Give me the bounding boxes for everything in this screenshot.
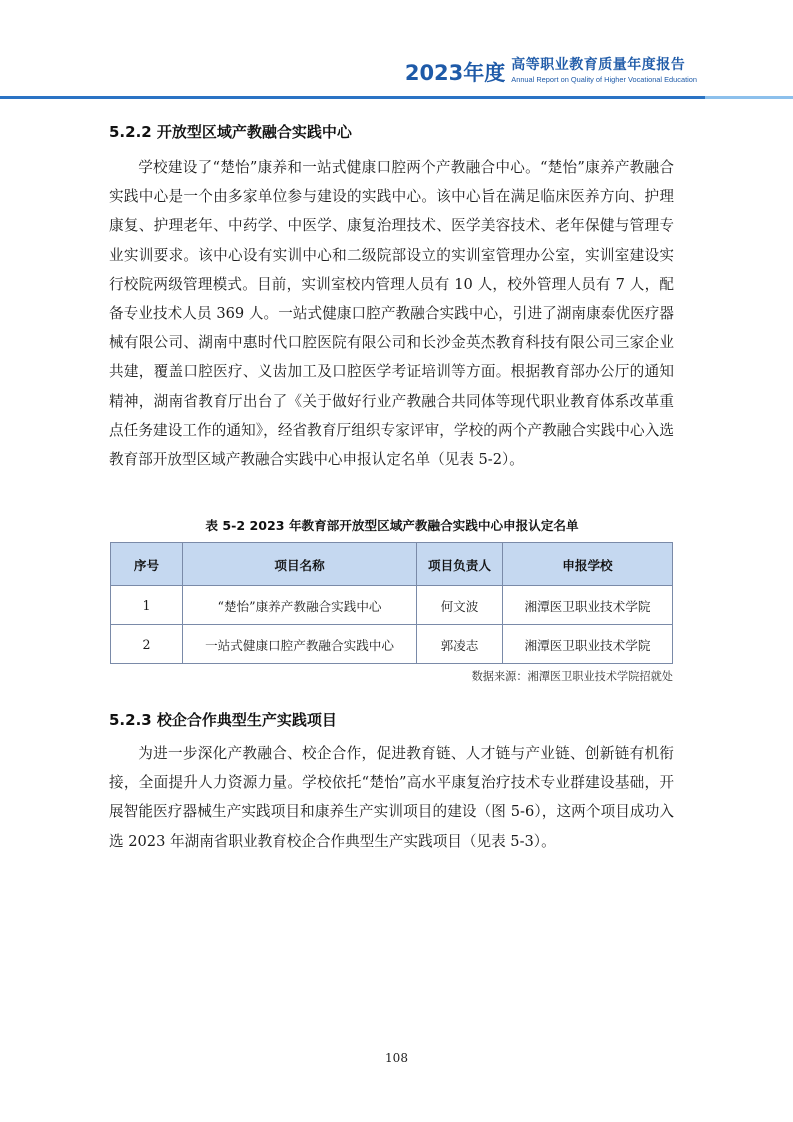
table-cell-leader: 何文波 [417, 586, 503, 625]
table-cell-project: 一站式健康口腔产教融合实践中心 [183, 625, 417, 664]
section-heading-5-2-2: 5.2.2 开放型区域产教融合实践中心 [109, 123, 352, 141]
report-brand [405, 58, 697, 84]
page-number: 108 [385, 1051, 408, 1065]
table-cell-leader: 郭凌志 [417, 625, 503, 664]
column-header-project: 项目名称 [183, 543, 417, 586]
table-cell-school: 湘潭医卫职业技术学院 [502, 625, 672, 664]
section-paragraph-5-2-3: 为进一步深化产教融合、校企合作，促进教育链、人才链与产业链、创新链有机衔接，全面提升人力资源力量。学校依托“楚怡”高水平康复治疗技术专业群建设基础，开展智能医疗器械生产实践项目和康养生产实训项目的建设（图 5-6），这两个项目成功入选 2023 年湖南省职业教育校企合作典型生产实践项目（见表 5-3）。 [109, 745, 674, 850]
header-rule-accent [705, 96, 793, 99]
table-cell-project: “楚怡”康养产教融合实践中心 [183, 586, 417, 625]
report-year: 2023年度 [404, 61, 506, 85]
report-title-block [511, 58, 697, 84]
table-header-row [111, 543, 673, 586]
table-caption: 表 5-2 2023 年教育部开放型区域产教融合实践中心申报认定名单 [205, 518, 579, 533]
header-rule [0, 96, 705, 99]
table-source-note: 数据来源：湘潭医卫职业技术学院招就处 [471, 670, 673, 683]
column-header-index: 序号 [111, 543, 183, 586]
column-header-leader: 项目负责人 [417, 543, 503, 586]
column-header-school: 申报学校 [502, 543, 672, 586]
certification-table [110, 542, 673, 664]
table-row [111, 586, 673, 625]
section-heading-5-2-3: 5.2.3 校企合作典型生产实践项目 [109, 711, 337, 729]
page-header [0, 0, 793, 110]
section-paragraph-5-2-2: 学校建设了“楚怡”康养和一站式健康口腔两个产教融合中心。“楚怡”康养产教融合实践中心是一个由多家单位参与建设的实践中心。该中心旨在满足临床医养方向、护理康复、护理老年、中药学、中医学、康复治理技术、医学美容技术、老年保健与管理专业实训要求。该中心设有实训中心和二级院部设立的实训室管理办公室，实训室建设实行校院两级管理模式。目前，实训室校内管理人员有 10 人，校外管理人员有 7 人，配备专业技术人员 369 人。一站式健康口腔产教融合实践中心，引进了湖南康泰优医疗器械有限公司、湖南中惠时代口腔医院有限公司和长沙金英杰教育科技有限公司三家企业共建，覆盖口腔医疗、义齿加工及口腔医学考证培训等方面。根据教育部办公厅的通知精神，湖南省教育厅出台了《关于做好行业产教融合共同体等现代职业教育体系改革重点任务建设工作的通知》，经省教育厅组织专家评审，学校的两个产教融合实践中心入选教育部开放型区域产教融合实践中心申报认定名单（见表 5-2）。 [109, 159, 674, 469]
table-row [111, 625, 673, 664]
table-cell-school: 湘潭医卫职业技术学院 [502, 586, 672, 625]
table-cell-index: 1 [111, 586, 183, 625]
report-title: 高等职业教育质量年度报告 [511, 57, 686, 73]
table-cell-index: 2 [111, 625, 183, 664]
report-subtitle: Annual Report on Quality of Higher Vocational Education [511, 75, 697, 84]
